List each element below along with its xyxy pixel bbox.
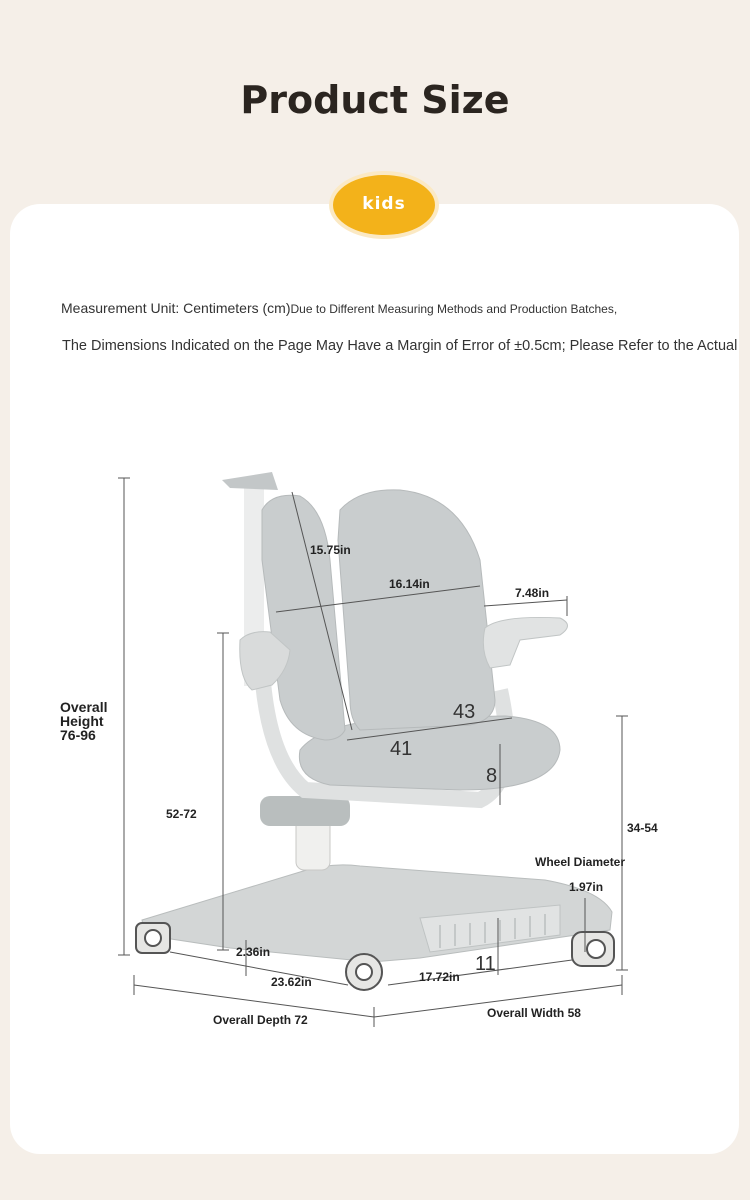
armrest-height-value: 52-72	[166, 807, 197, 821]
backrest-height-value: 15.75in	[310, 543, 351, 557]
seat-height-value: 34-54	[627, 821, 658, 835]
overall-width-value: Overall Width 58	[487, 1006, 581, 1020]
overall-depth-value: Overall Depth 72	[213, 1013, 308, 1027]
footrest-height-value: 11	[475, 953, 496, 975]
wheel-left	[136, 923, 170, 953]
wheel-diameter-value: 1.97in	[569, 880, 604, 894]
page-title: Product Size	[240, 78, 510, 122]
base-depth-value: 23.62in	[271, 975, 312, 989]
measurement-unit-text: Measurement Unit: Centimeters (cm)	[61, 300, 291, 316]
armrest-width-value: 7.48in	[515, 586, 550, 600]
headrest-hook	[222, 472, 278, 490]
wheel-right	[572, 932, 614, 966]
base-height-value: 2.36in	[236, 945, 271, 959]
seat-depth-value: 43	[453, 701, 476, 723]
wheel-front	[346, 954, 382, 990]
wheel-diameter-label: Wheel Diameter	[535, 855, 626, 869]
armrest-width-line	[484, 600, 567, 606]
armrest-right	[483, 617, 567, 668]
kids-badge: kids	[333, 175, 435, 235]
seat-width-value: 41	[390, 738, 413, 760]
base-width-value: 17.72in	[419, 970, 460, 984]
backrest-right	[338, 490, 495, 730]
overall-height-label: Overall Height 76-96	[60, 699, 108, 743]
measurement-note-line2: The Dimensions Indicated on the Page May Have a Margin of Error of ±0.5cm; Please Refer to the Actual	[62, 338, 738, 354]
measurement-disclaimer-text: Due to Different Measuring Methods and Production Batches,	[290, 302, 618, 316]
height-lever	[260, 796, 350, 826]
backrest-width-value: 16.14in	[389, 577, 430, 591]
backrest-left	[262, 495, 345, 740]
seat-thickness-value: 8	[486, 765, 498, 787]
